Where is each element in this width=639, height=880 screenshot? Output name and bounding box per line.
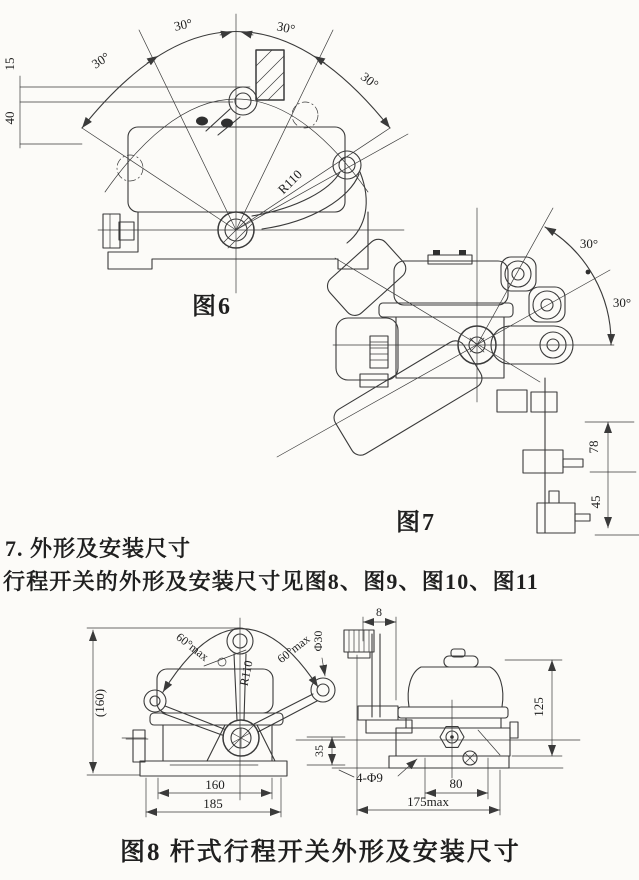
fig8-dim-185-label: 185 (203, 796, 223, 811)
fig8-holes-label: 4-Φ9 (356, 770, 383, 785)
fig6-angle-label: 30° (275, 18, 297, 37)
fig8-swing-left-label: 60°max (173, 629, 212, 664)
fig6-dim-40-label: 40 (2, 111, 17, 125)
figure8-drawing (60, 606, 639, 830)
fig8-dim-160ref-label: (160) (92, 688, 107, 718)
fig8-radius-label: R110 (236, 659, 256, 688)
figure7-drawing (330, 192, 639, 544)
fig6-cam-dog-hatched (256, 50, 284, 100)
terminal-screw (433, 250, 440, 255)
fig7-fork-lever (323, 235, 485, 459)
fig7-angle-label: 30° (579, 236, 599, 251)
fig7-swing-arc (545, 227, 631, 345)
screw-dot (196, 117, 208, 126)
fig7-dim-78-label: 78 (586, 440, 601, 454)
figure8-caption: 图8 杆式行程开关外形及安装尺寸 (120, 839, 521, 866)
alternate-roller-position (117, 155, 143, 181)
fig6-radius-label: R110 (274, 166, 305, 197)
fig6-left-dimensions (2, 58, 250, 149)
fig8-side-view (332, 605, 563, 815)
fig8-dim-160-label: 160 (205, 777, 225, 792)
fig7-cam-rod (497, 378, 590, 533)
section-body-text: 行程开关的外形及安装尺寸见图8、图9、图10、图11 (3, 569, 539, 594)
figure7-caption: 图7 (396, 510, 436, 536)
fig6-switch-body (105, 87, 368, 212)
fig7-switch-body (336, 250, 513, 387)
fig6-angle-label: 30° (172, 15, 194, 34)
section-heading: 7. 外形及安装尺寸 (5, 536, 192, 561)
fig6-angle-label: 30° (357, 68, 382, 92)
fig8-dim-8-label: 8 (376, 605, 382, 619)
fig8-dim-125-label: 125 (531, 697, 546, 717)
terminal-screw (459, 250, 466, 255)
fig6-angle-label: 30° (88, 48, 113, 72)
fig6-dim-15-label: 15 (2, 57, 17, 71)
fig7-right-dimensions (585, 422, 639, 535)
screw-dot (221, 119, 233, 128)
fig7-roller-positions (491, 257, 573, 364)
figure6-caption: 图6 (192, 294, 232, 320)
fig7-angle-label: 30° (612, 295, 632, 310)
fig8-dim-175max-label: 175max (407, 794, 449, 809)
fig8-dim-80-label: 80 (449, 776, 463, 791)
fig8-roller-dia-label: Φ30 (311, 630, 325, 652)
fig8-dim-35-label: 35 (312, 745, 326, 757)
fig8-swing-right-label: 60°max (274, 631, 313, 666)
fig7-dim-45-label: 45 (588, 495, 603, 509)
